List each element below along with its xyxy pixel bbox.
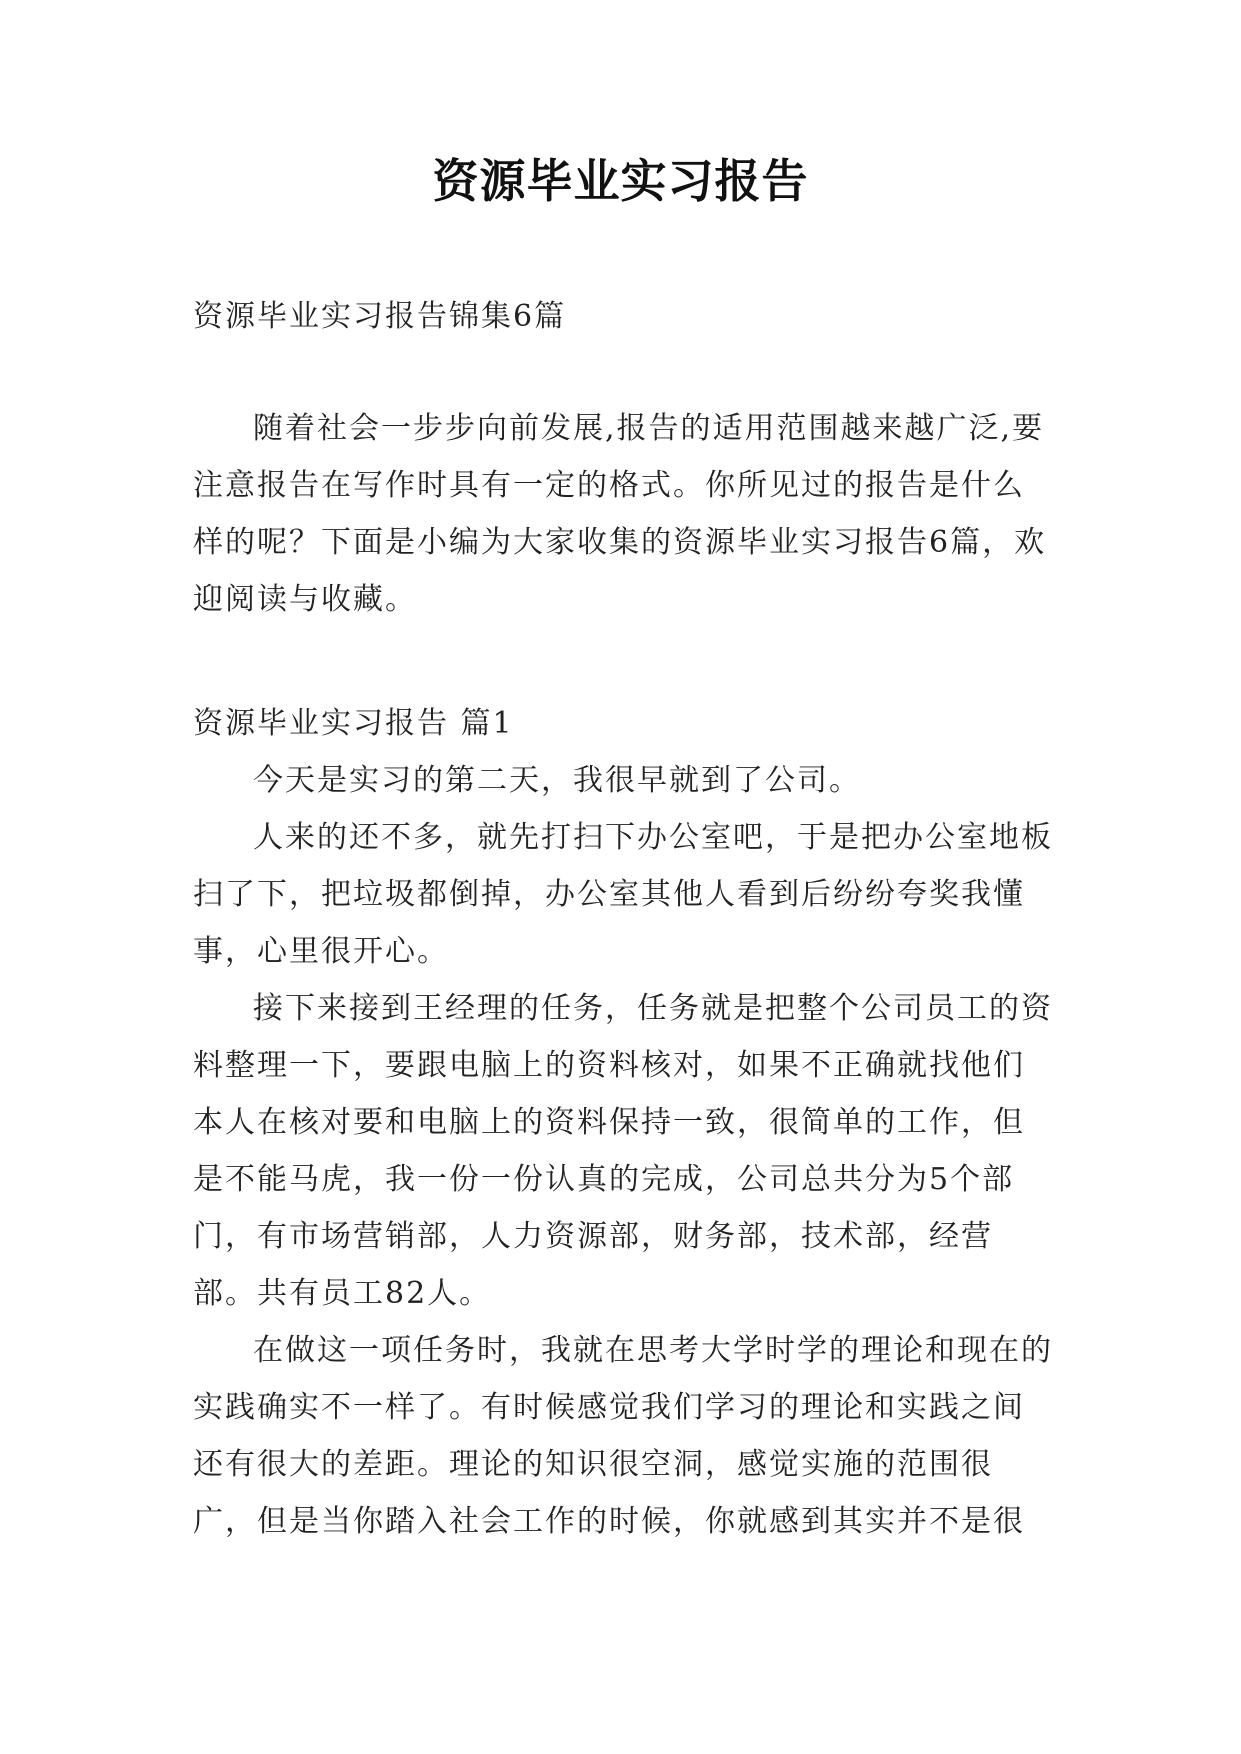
section-heading — [193, 695, 1055, 752]
section-heading-text: 资源毕业实习报告 篇1 — [193, 706, 514, 741]
body-paragraph: 人来的还不多，就先打扫下办公室吧，于是把办公室地板扫了下，把垃圾都倒掉，办公室其他人看到后纷纷夸奖我懂事，心里很开心。 — [193, 820, 1053, 969]
body-paragraph: 接下来接到王经理的任务，任务就是把整个公司员工的资料整理一下，要跟电脑上的资料核对，如果不正确就找他们本人在核对要和电脑上的资料保持一致，很简单的工作，但是不能马虎，我一份一份认真的完成，公司总共分为5个部门，有市场营销部，人力资源部，财务部，技术部，经营部。共有员工82人。 — [193, 991, 1053, 1311]
document-title: 资源毕业实习报告 — [432, 154, 809, 208]
document-subtitle — [193, 288, 1055, 345]
intro-text: 随着社会一步步向前发展,报告的适用范围越来越广泛,要注意报告在写作时具有一定的格式。你所见过的报告是什么样的呢？下面是小编为大家收集的资源毕业实习报告6篇，欢迎阅读与收藏。 — [193, 411, 1047, 617]
intro-paragraph — [193, 400, 1055, 628]
body-paragraph: 今天是实习的第二天，我很早就到了公司。 — [253, 763, 861, 798]
subtitle-text: 资源毕业实习报告锦集6篇 — [193, 299, 567, 334]
article-body — [193, 752, 1055, 1550]
body-paragraph: 在做这一项任务时，我就在思考大学时学的理论和现在的实践确实不一样了。有时候感觉我们学习的理论和实践之间还有很大的差距。理论的知识很空洞，感觉实施的范围很广，但是当你踏入社会工作的时候，你就感到其实并不是很 — [193, 1333, 1053, 1539]
